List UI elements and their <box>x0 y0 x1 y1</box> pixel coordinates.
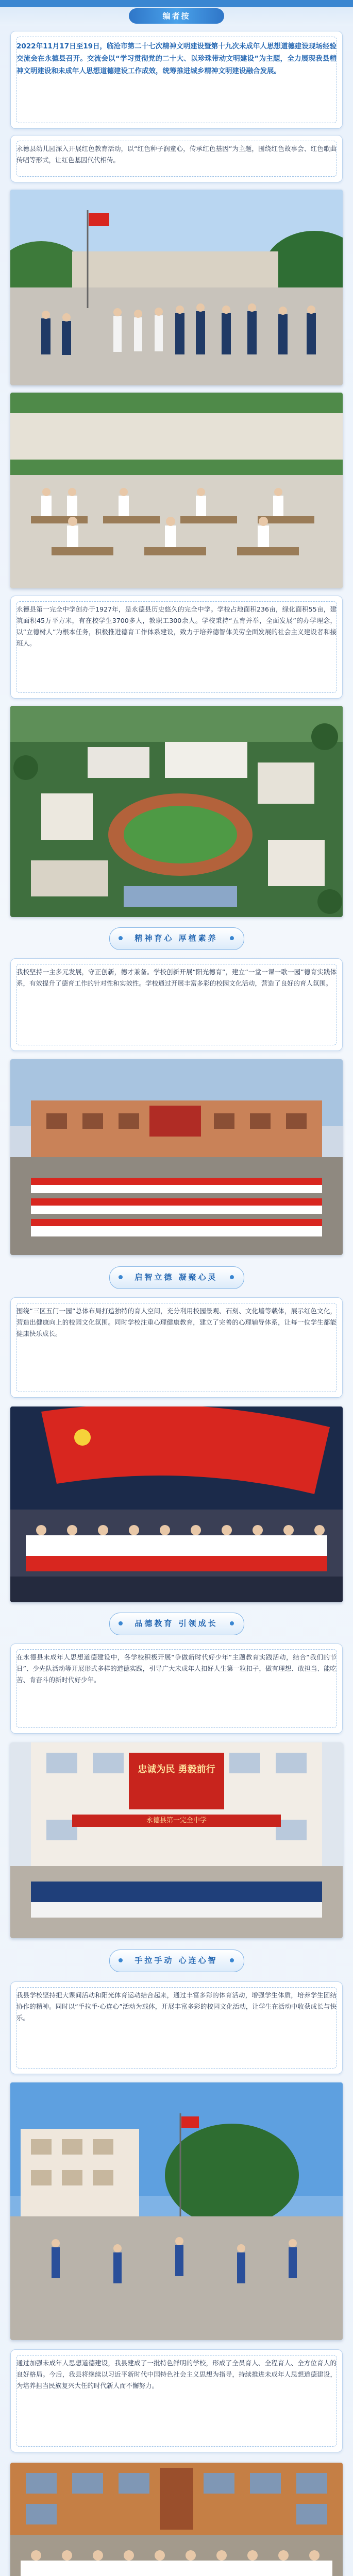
paragraph-1: 永德县幼儿园深入开展红色教育活动，以“红色种子润童心，传承红色基因”为主题，围绕红色故事会、红色歌曲传唱等形式，让红色基因代代相传。 <box>16 145 337 164</box>
section-title: 精神育心 厚植素养 <box>135 934 218 943</box>
paragraph-5: 在永德县未成年人思想道德建设中，各学校积极开展“争做新时代好少年”主题教育实践活动，结合“我们的节日”、少先队活动等开展形式多样的道德实践，引导广大未成年人扣好人生第一粒扣子，做有理想、敢担当、能吃苦、肯奋斗的新时代好少年。 <box>16 1653 337 1684</box>
photo-playground-activity <box>10 2082 343 2340</box>
photo-aerial-campus <box>10 706 343 917</box>
header-banner <box>0 0 353 26</box>
section-heading-2 <box>109 1266 243 1288</box>
paragraph-6: 我县学校坚持把大课间活动和阳光体育运动结合起来，通过丰富多彩的体育活动，增强学生体质，培养学生团结协作的精神。同时以“手拉手·心连心”活动为载体，开展丰富多彩的校园文化活动，让学生在活动中收获成长与快乐。 <box>16 1991 337 2022</box>
header-stripe <box>0 0 353 7</box>
banner-slogan: 忠诚为民 勇毅前行 <box>138 1764 215 1775</box>
section-heading-4 <box>109 1950 243 1971</box>
photo-flag-performance <box>10 1406 343 1602</box>
paragraph-4: 围绕“三区五门一园”总体布局打造独特的育人空间，充分利用校园景观、石刻、文化墙等载体，展示红色文化，营造出健康向上的校园文化氛围。同时学校注重心理健康教育，建立了完善的心理辅导体系，让每一位学生都能健康快乐成长。 <box>16 1307 337 1337</box>
paragraph-2: 永德县第一完全中学创办于1927年，是永德县历史悠久的完全中学。学校占地面积236亩，绿化面积55亩，建筑面积45万平方米，有在校学生3700多人，教职工300余人。学校秉持“五育并举，全面发展”的办学理念，以“立德树人”为根本任务，积极推进德育工作体系建设，致力于培养德智体美劳全面发展的社会主义建设者和接班人。 <box>16 605 337 647</box>
header-title: 编者按 <box>129 8 224 24</box>
photo-school-building <box>10 1742 343 1938</box>
school-sign: 永德县第一完全中学 <box>146 1817 207 1824</box>
editor-note-text: 2022年11月17日至19日，临沧市第二十七次精神文明建设暨第十九次未成年人思想道德建设现场经验交流会在永德县召开。交流会以“学习贯彻党的二十大、以珍珠带动文明建设”为主题，全力展现我县精神文明建设和未成年人思想道德建设工作成效，统筹推进城乡精神文明建设融合发展。 <box>16 42 337 75</box>
section-title: 手拉手动 心连心智 <box>135 1956 218 1965</box>
section-title: 启智立德 凝聚心灵 <box>135 1273 218 1282</box>
photo-student-lineup <box>10 2463 343 2576</box>
section-heading-3 <box>109 1613 243 1634</box>
photo-flag-ceremony <box>10 190 343 385</box>
section-title: 品德教育 引领成长 <box>135 1619 218 1628</box>
photo-outdoor-class <box>10 393 343 588</box>
paragraph-7: 通过加强未成年人思想道德建设，我县建成了一批特色鲜明的学校，形成了全员育人、全程育人、全方位育人的良好格局。今后，我县将继续以习近平新时代中国特色社会主义思想为指导，持续推进未成年人思想道德建设，为培养担当民族复兴大任的时代新人而不懈努力。 <box>16 2359 337 2389</box>
section-heading-1 <box>109 927 243 949</box>
paragraph-3: 我校坚持一主多元发展，守正创新，德才兼备。学校创新开展“阳光德育”，建立“一堂一课一歌一园”德育实践体系，有效提升了德育工作的针对性和实效性。学校通过开展丰富多彩的校园文化活动，营造了良好的育人氛围。 <box>16 968 337 987</box>
photo-school-assembly <box>10 1059 343 1255</box>
